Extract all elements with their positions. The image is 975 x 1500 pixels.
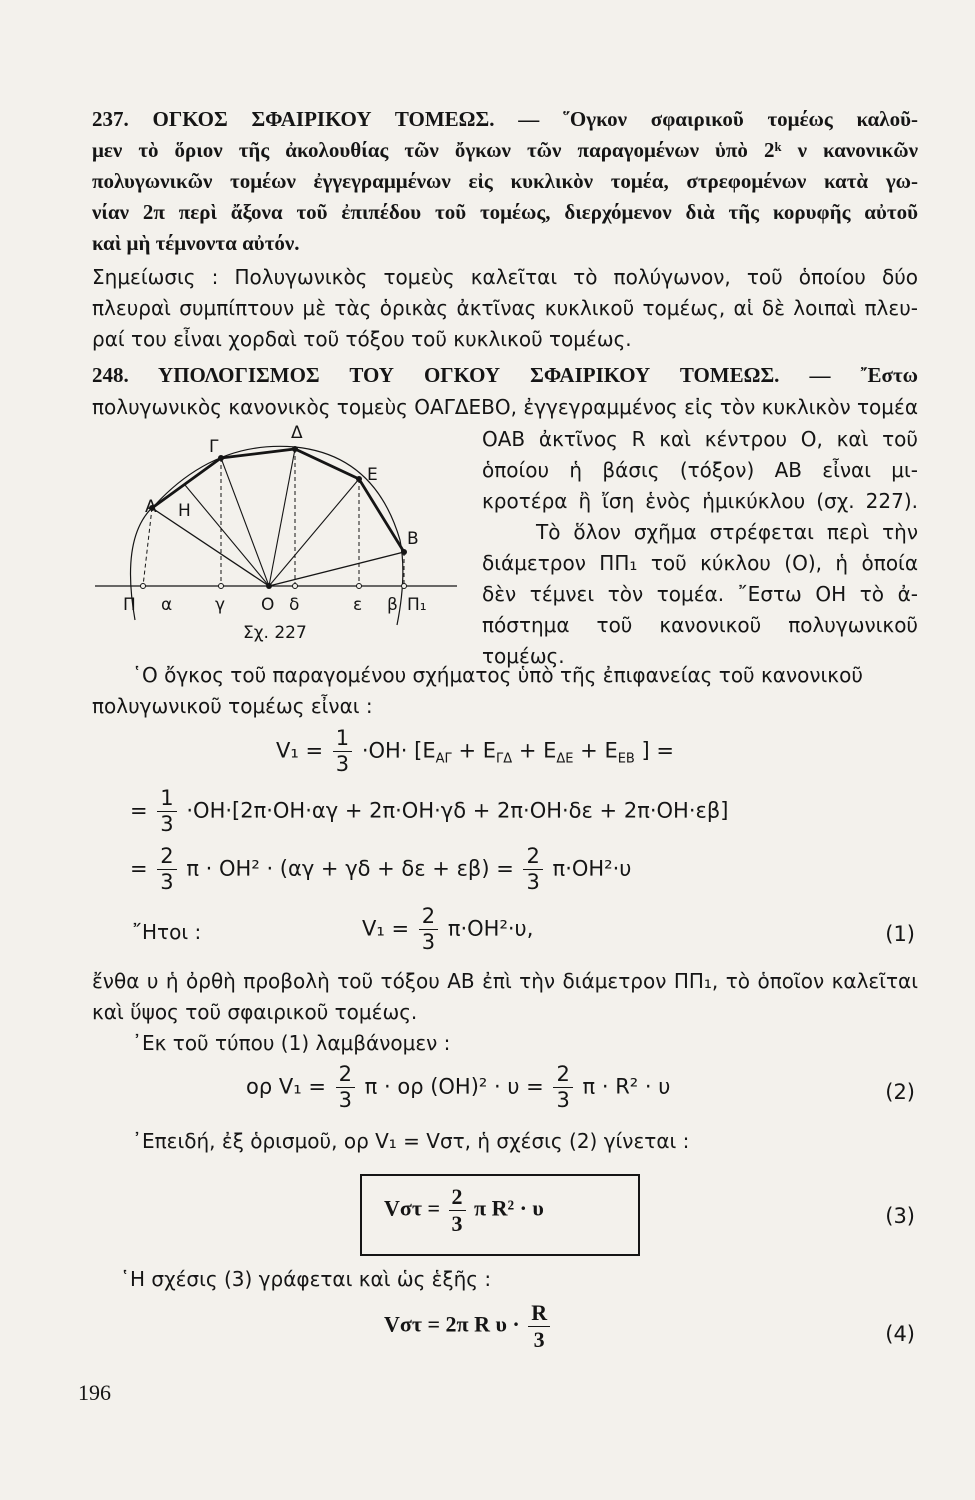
equation-2 [246, 1064, 670, 1111]
eq3-end: π·ΟΗ²·υ [552, 856, 632, 881]
equation-4 [384, 1302, 553, 1351]
radius-OG [221, 458, 269, 586]
projection-text2: καὶ ὕψος τοῦ σφαιρικοῦ τομέως. [92, 1000, 418, 1024]
eq1-rhs: ·ΟΗ· [Ε [361, 738, 436, 763]
eq1-body: π·ΟΗ²·υ, [447, 916, 534, 941]
fraction-2-3e: $\frac{2}{3}$ [553, 1064, 572, 1111]
label-alpha: α [161, 595, 173, 615]
radius-OD [269, 449, 295, 586]
eq1-tail: ] = [641, 738, 675, 763]
figure-227 [85, 425, 465, 650]
apothem-OH [185, 485, 269, 586]
s237-line3: πολυγωνικῶν τομέων ἐγγεγραμμένων εἰς κυκλικὸν τομέα, στρεφομένων κατὰ γω- [92, 169, 918, 193]
eq2-c: π · R² · υ [582, 1074, 671, 1099]
note-line2: πλευραὶ συμπίπτουν μὲ τὰς ὁρικὰς ἀκτῖνας κυκλικοῦ τομέως, αἱ δὲ λοιπαὶ πλευ- [92, 296, 918, 320]
written-as-text: ῾Η σχέσις (3) γράφεται καὶ ὡς ἑξῆς : [120, 1267, 492, 1291]
equation-3: Vστ = $\frac{2}{3}$ π R² · υ [384, 1184, 544, 1236]
eq3-vst: Vστ [384, 1195, 422, 1221]
fraction-2-3a: $\frac{2}{3}$ [157, 846, 176, 893]
eq1-lhs: V₁ = [276, 738, 324, 763]
foot-b [402, 584, 407, 589]
label-A: Α [145, 497, 157, 517]
from-formula-text: ᾿Εκ τοῦ τύπου (1) λαμβάνομεν : [132, 1031, 451, 1055]
vertex-E [356, 476, 362, 482]
label-H: Η [178, 501, 191, 521]
s248-right7: πόστημα τοῦ κανονικοῦ πολυγωνικοῦ [482, 613, 918, 637]
fraction-1-3b: $\frac{1}{3}$ [157, 788, 176, 835]
equation-1: V₁ = $\frac{2}{3}$ π·ΟΗ²·υ, [362, 904, 534, 954]
s237-title: 237. ΟΓΚΟΣ ΣΦΑΙΡΙΚΟΥ ΤΟΜΕΩΣ. — ῞Ογκον σφαιρικοῦ τομέως καλοῦ- [92, 107, 918, 131]
s248-right2: ὁποίου ἡ βάσις (τόξον) ΑΒ εἶναι μι- [482, 458, 918, 482]
fraction-2-3d: $\frac{2}{3}$ [336, 1064, 355, 1111]
fraction-2-3c: $\frac{2}{3}$ [419, 906, 438, 953]
vertex-G [218, 455, 224, 461]
s248-right4: Τὸ ὅλον σχῆμα στρέφεται περὶ τὴν [536, 520, 918, 544]
eq3-mid: π · ΟΗ² · (αγ + γδ + δε + εβ) = [186, 856, 514, 881]
label-O: Ο [261, 595, 275, 615]
s248-line2: πολυγωνικὸς κανονικὸς τομεὺς ΟΑΓΔΕΒΟ, ἐγγεγραμμένος εἰς τὸν κυκλικὸν τομέα [92, 395, 918, 419]
proj-A [143, 508, 152, 586]
equation-simplified: = $\frac{2}{3}$ π · ΟΗ² · (αγ + γδ + δε + εβ) = $\frac{2}{3}$ π·ΟΗ²·υ [130, 844, 632, 894]
eq-number-4: (4) [885, 1322, 915, 1346]
s248-right1: ΟΑΒ ἀκτῖνος R καὶ κέντρου Ο, καὶ τοῦ [482, 427, 918, 451]
equation-expanded: = $\frac{1}{3}$ ·ΟΗ·[2π·ΟΗ·αγ + 2π·ΟΗ·γδ + 2π·ΟΗ·δε + 2π·ΟΗ·εβ] [130, 786, 729, 836]
center-O [266, 583, 272, 589]
eq2-b: π · ορ (ΟΗ)² · υ = [364, 1074, 544, 1099]
label-G: Γ [209, 437, 219, 457]
s248-right6: δὲν τέμνει τὸν τομέα. ῎Εστω ΟΗ τὸ ἀ- [482, 582, 918, 606]
eq-number-3: (3) [885, 1204, 915, 1228]
fraction-R-3: $\frac{R}{3}$ [528, 1302, 550, 1351]
s248-right5: διάμετρον ΠΠ₁ τοῦ κύκλου (Ο), ἡ ὁποία [482, 551, 918, 575]
s248-title: 248. ΥΠΟΛΟΓΙΣΜΟΣ ΤΟΥ ΟΓΚΟΥ ΣΦΑΙΡΙΚΟΥ ΤΟΜΕΩΣ. — ῎Εστω [92, 363, 918, 387]
label-P: Π [123, 595, 136, 615]
label-delta: δ [289, 595, 300, 615]
projection-text1: ἔνθα υ ἡ ὀρθὴ προβολὴ τοῦ τόξου ΑΒ ἐπὶ τὴν διάμετρον ΠΠ₁, τὸ ὁποῖον καλεῖται [92, 969, 918, 993]
radius-OB [269, 552, 404, 586]
note-line3: ραί του εἶναι χορδαὶ τοῦ τόξου τοῦ κυκλικοῦ τομέως. [92, 327, 632, 351]
label-epsilon: ε [353, 595, 363, 615]
s248-right3: κροτέρα ἢ ἴση ἑνὸς ἡμικύκλου (σχ. 227). [482, 489, 918, 513]
eq4-a: = 2π R υ · [427, 1311, 520, 1337]
foot-g [219, 584, 224, 589]
vertex-B [401, 549, 407, 555]
note-line1: Σημείωσις : Πολυγωνικὸς τομεὺς καλεῖται τὸ πολύγωνον, τοῦ ὁποίου δύο [92, 265, 918, 289]
fraction-2-3b: $\frac{2}{3}$ [523, 846, 542, 893]
equation-v1-sum: V₁ = $\frac{1}{3}$ $\cdot OH\cdot [E_{A\Gamma} + E_{\Gamma\Delta} + E_{\Delta E} + E_{EB}$ ] = [276, 726, 675, 776]
htoi-label: ῎Ητοι : [132, 920, 202, 944]
volume-intro2: πολυγωνικοῦ τομέως εἶναι : [92, 694, 373, 718]
label-D: Δ [291, 423, 303, 443]
fraction-2-3f: $\frac{2}{3}$ [449, 1186, 466, 1235]
label-gamma: γ [215, 595, 226, 615]
eq-number-1: (1) [885, 922, 915, 946]
foot-e [357, 584, 362, 589]
s237-line4: νίαν 2π περὶ ἄξονα τοῦ ἐπιπέδου τοῦ τομέως, διερχόμενον διὰ τῆς κορυφῆς αὐτοῦ [92, 200, 918, 224]
radius-OE [269, 479, 359, 586]
s248-right8: τομέως. [482, 644, 565, 668]
label-B: Β [407, 529, 419, 549]
label-beta: β [387, 595, 398, 615]
page-number: 196 [78, 1380, 111, 1405]
eq2-rhs: ·ΟΗ·[2π·ΟΗ·αγ + 2π·ΟΗ·γδ + 2π·ΟΗ·δε + 2π·ΟΗ·εβ] [186, 798, 729, 823]
s237-line2: μεν τὸ ὅριον τῆς ἀκολουθίας τῶν ὄγκων τῶν παραγομένων ὑπὸ 2ᵏ ν κανονικῶν [92, 138, 918, 162]
label-P1: Π₁ [407, 595, 427, 615]
vertex-D [292, 446, 298, 452]
eq-number-2: (2) [885, 1080, 915, 1104]
radius-OA [152, 508, 269, 586]
s237-line5: καὶ μὴ τέμνοντα αὐτόν. [92, 231, 300, 255]
eq3-b: π R² · υ [474, 1195, 544, 1221]
volume-intro: ῾Ο ὄγκος τοῦ παραγομένου σχήματος ὑπὸ τῆς ἐπιφανείας τοῦ κανονικοῦ [132, 663, 863, 687]
figure-caption: Σχ. 227 [243, 623, 307, 643]
eq2-a: ορ V₁ = [246, 1074, 326, 1099]
since-text: ᾿Επειδή, ἐξ ὁρισμοῦ, ορ V₁ = Vστ, ἡ σχέσις (2) γίνεται : [132, 1129, 690, 1153]
eq4-vst: Vστ [384, 1311, 422, 1337]
foot-d [293, 584, 298, 589]
fraction-1-3: $\frac{1}{3}$ [333, 728, 352, 775]
label-E: Ε [367, 465, 378, 485]
foot-a [141, 584, 146, 589]
